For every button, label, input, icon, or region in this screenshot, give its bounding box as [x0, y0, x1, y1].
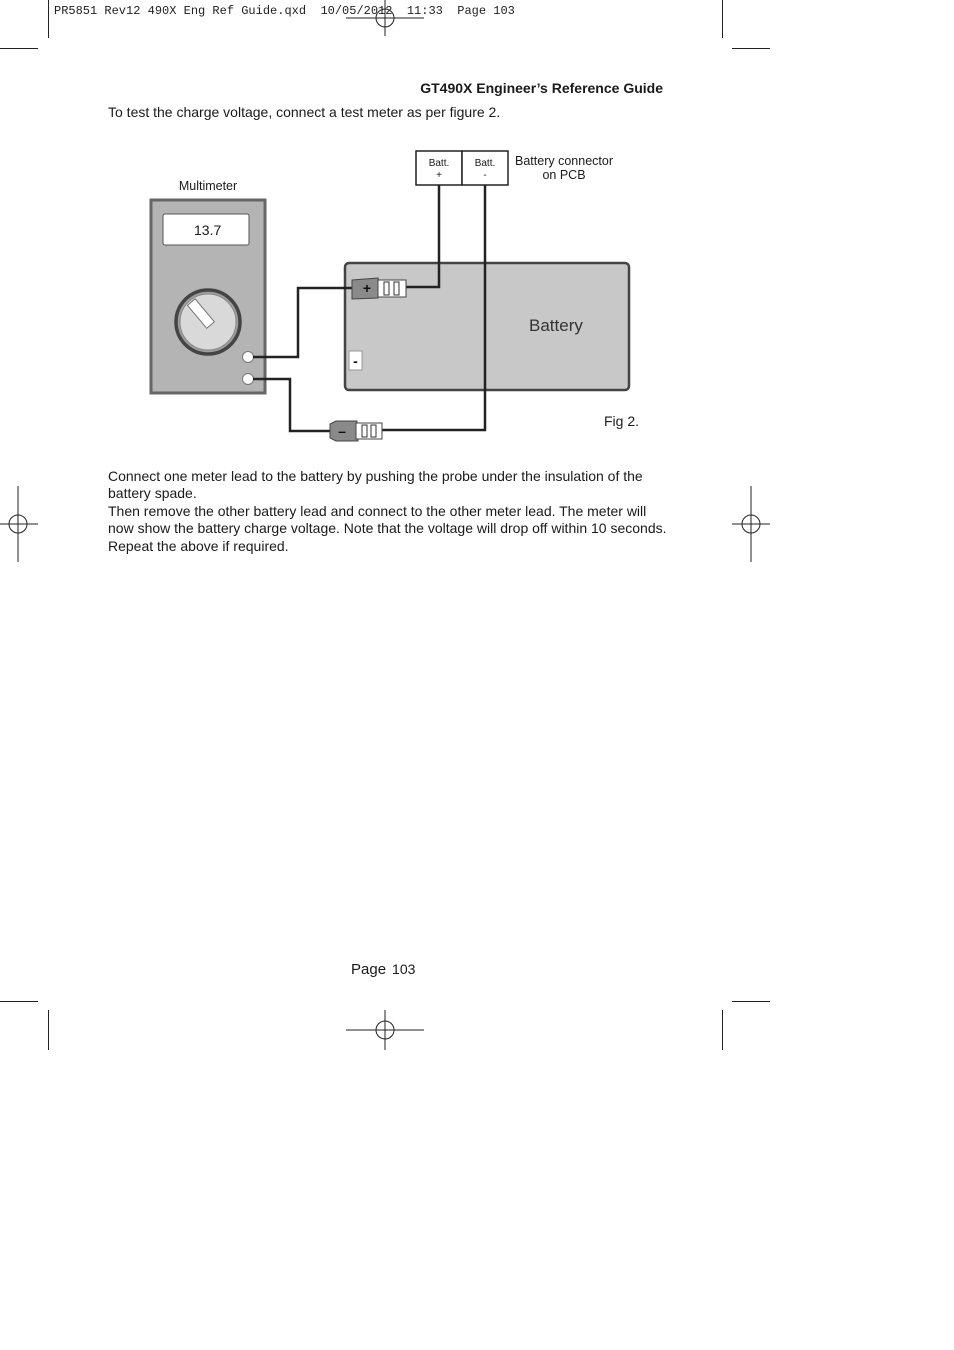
- body-text: [108, 468, 668, 555]
- meter-socket-negative: [243, 374, 254, 385]
- guide-title: GT490X Engineer’s Reference Guide: [420, 80, 663, 96]
- battery-label: Battery: [529, 316, 583, 335]
- plus-terminal-label: +: [362, 280, 372, 296]
- batt-minus-sign: -: [483, 170, 487, 181]
- meter-socket-positive: [243, 352, 254, 363]
- page-word: Page: [351, 961, 387, 978]
- probe-minus-label: –: [338, 423, 346, 439]
- paragraph-2: Then remove the other battery lead and connect to the other meter lead. The meter will now show the battery charge voltage. Note that the voltage will drop off within 10 seconds. Repeat the above if required.: [108, 502, 667, 554]
- batt-plus-sign: +: [436, 170, 442, 181]
- page-footer: [351, 961, 415, 978]
- print-slug: PR5851 Rev12 490X Eng Ref Guide.qxd 10/05/2012 11:33 Page 103: [54, 4, 515, 18]
- connector-label-line1: Battery connector: [515, 154, 613, 168]
- minus-terminal-label: -: [353, 353, 358, 369]
- page-number: 103: [392, 961, 416, 977]
- intro-text: To test the charge voltage, connect a test meter as per figure 2.: [108, 104, 501, 120]
- batt-plus-label: Batt.: [428, 158, 450, 169]
- battery-plus-spade: [352, 278, 406, 299]
- batt-minus-label: Batt.: [474, 158, 496, 169]
- paragraph-1: Connect one meter lead to the battery by pushing the probe under the insulation of the battery spade.: [108, 468, 643, 502]
- figure-caption: Fig 2.: [604, 413, 640, 429]
- multimeter-label: Multimeter: [178, 179, 238, 193]
- meter-reading: 13.7: [194, 222, 222, 238]
- connector-label-line2: on PCB: [542, 168, 586, 182]
